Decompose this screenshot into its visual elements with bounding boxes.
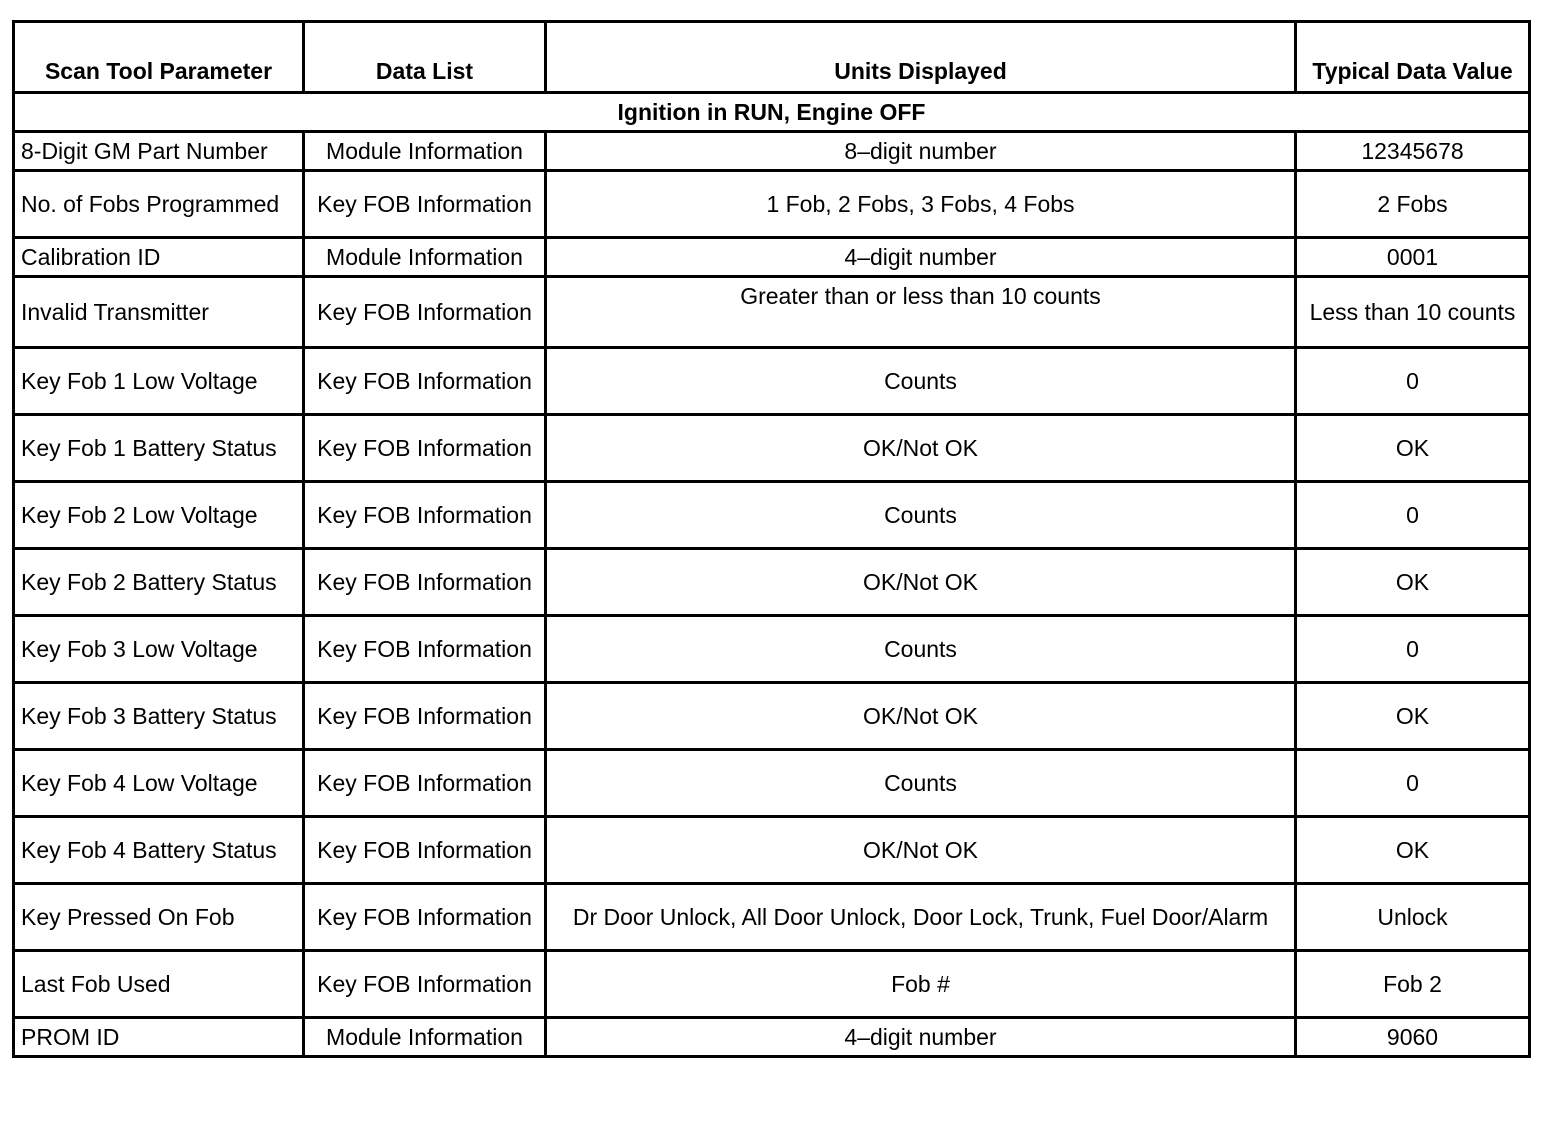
cell-parameter: Key Fob 4 Low Voltage [14, 750, 304, 817]
cell-units: 4–digit number [546, 1018, 1296, 1057]
table-row [14, 277, 1530, 348]
table-row [14, 683, 1530, 750]
cell-units: Counts [546, 616, 1296, 683]
scan-tool-data-table [12, 20, 1531, 1058]
table-row [14, 616, 1530, 683]
table-row [14, 415, 1530, 482]
cell-units: Counts [546, 482, 1296, 549]
table-row [14, 482, 1530, 549]
cell-parameter: Key Fob 2 Battery Status [14, 549, 304, 616]
cell-parameter: No. of Fobs Programmed [14, 171, 304, 238]
cell-data-list: Module Information [304, 238, 546, 277]
cell-parameter: Key Fob 3 Battery Status [14, 683, 304, 750]
table-row [14, 549, 1530, 616]
cell-value: Unlock [1296, 884, 1530, 951]
header-typical-data-value: Typical Data Value [1296, 22, 1530, 93]
cell-data-list: Key FOB Information [304, 616, 546, 683]
cell-data-list: Key FOB Information [304, 951, 546, 1018]
section-row [14, 93, 1530, 132]
cell-data-list: Key FOB Information [304, 683, 546, 750]
header-scan-tool-parameter: Scan Tool Parameter [14, 22, 304, 93]
cell-value: 0 [1296, 482, 1530, 549]
cell-value: OK [1296, 683, 1530, 750]
cell-units: Counts [546, 750, 1296, 817]
cell-data-list: Module Information [304, 1018, 546, 1057]
cell-value: Less than 10 counts [1296, 277, 1530, 348]
cell-data-list: Key FOB Information [304, 817, 546, 884]
cell-value: 0 [1296, 750, 1530, 817]
table-row [14, 750, 1530, 817]
header-units-displayed: Units Displayed [546, 22, 1296, 93]
cell-value: OK [1296, 549, 1530, 616]
cell-data-list: Key FOB Information [304, 348, 546, 415]
cell-data-list: Key FOB Information [304, 415, 546, 482]
cell-value: 12345678 [1296, 132, 1530, 171]
cell-parameter: Key Fob 2 Low Voltage [14, 482, 304, 549]
table-row [14, 171, 1530, 238]
cell-value: OK [1296, 415, 1530, 482]
cell-parameter: Last Fob Used [14, 951, 304, 1018]
cell-value: 9060 [1296, 1018, 1530, 1057]
cell-units: 1 Fob, 2 Fobs, 3 Fobs, 4 Fobs [546, 171, 1296, 238]
cell-parameter: Calibration ID [14, 238, 304, 277]
table-row [14, 348, 1530, 415]
cell-units: Counts [546, 348, 1296, 415]
cell-data-list: Key FOB Information [304, 750, 546, 817]
cell-units: Greater than or less than 10 counts [546, 277, 1296, 348]
cell-data-list: Module Information [304, 132, 546, 171]
cell-data-list: Key FOB Information [304, 884, 546, 951]
table-row [14, 817, 1530, 884]
table-row [14, 951, 1530, 1018]
data-table-container [12, 20, 1531, 1058]
cell-units: 8–digit number [546, 132, 1296, 171]
cell-value: Fob 2 [1296, 951, 1530, 1018]
cell-data-list: Key FOB Information [304, 277, 546, 348]
cell-value: 0 [1296, 616, 1530, 683]
cell-parameter: Key Fob 3 Low Voltage [14, 616, 304, 683]
header-data-list: Data List [304, 22, 546, 93]
cell-data-list: Key FOB Information [304, 549, 546, 616]
cell-value: 0 [1296, 348, 1530, 415]
cell-units: Dr Door Unlock, All Door Unlock, Door Lock, Trunk, Fuel Door/Alarm [546, 884, 1296, 951]
cell-value: OK [1296, 817, 1530, 884]
cell-parameter: Invalid Transmitter [14, 277, 304, 348]
table-row [14, 132, 1530, 171]
cell-units: 4–digit number [546, 238, 1296, 277]
cell-value: 2 Fobs [1296, 171, 1530, 238]
section-title: Ignition in RUN, Engine OFF [14, 93, 1530, 132]
table-row [14, 1018, 1530, 1057]
cell-parameter: Key Fob 1 Low Voltage [14, 348, 304, 415]
cell-parameter: Key Fob 4 Battery Status [14, 817, 304, 884]
cell-parameter: Key Fob 1 Battery Status [14, 415, 304, 482]
cell-parameter: PROM ID [14, 1018, 304, 1057]
cell-units: OK/Not OK [546, 817, 1296, 884]
cell-units: OK/Not OK [546, 683, 1296, 750]
cell-units: Fob # [546, 951, 1296, 1018]
cell-data-list: Key FOB Information [304, 171, 546, 238]
table-row [14, 884, 1530, 951]
header-row [14, 22, 1530, 93]
cell-parameter: Key Pressed On Fob [14, 884, 304, 951]
cell-data-list: Key FOB Information [304, 482, 546, 549]
cell-parameter: 8-Digit GM Part Number [14, 132, 304, 171]
cell-units: OK/Not OK [546, 415, 1296, 482]
cell-value: 0001 [1296, 238, 1530, 277]
cell-units: OK/Not OK [546, 549, 1296, 616]
table-row [14, 238, 1530, 277]
